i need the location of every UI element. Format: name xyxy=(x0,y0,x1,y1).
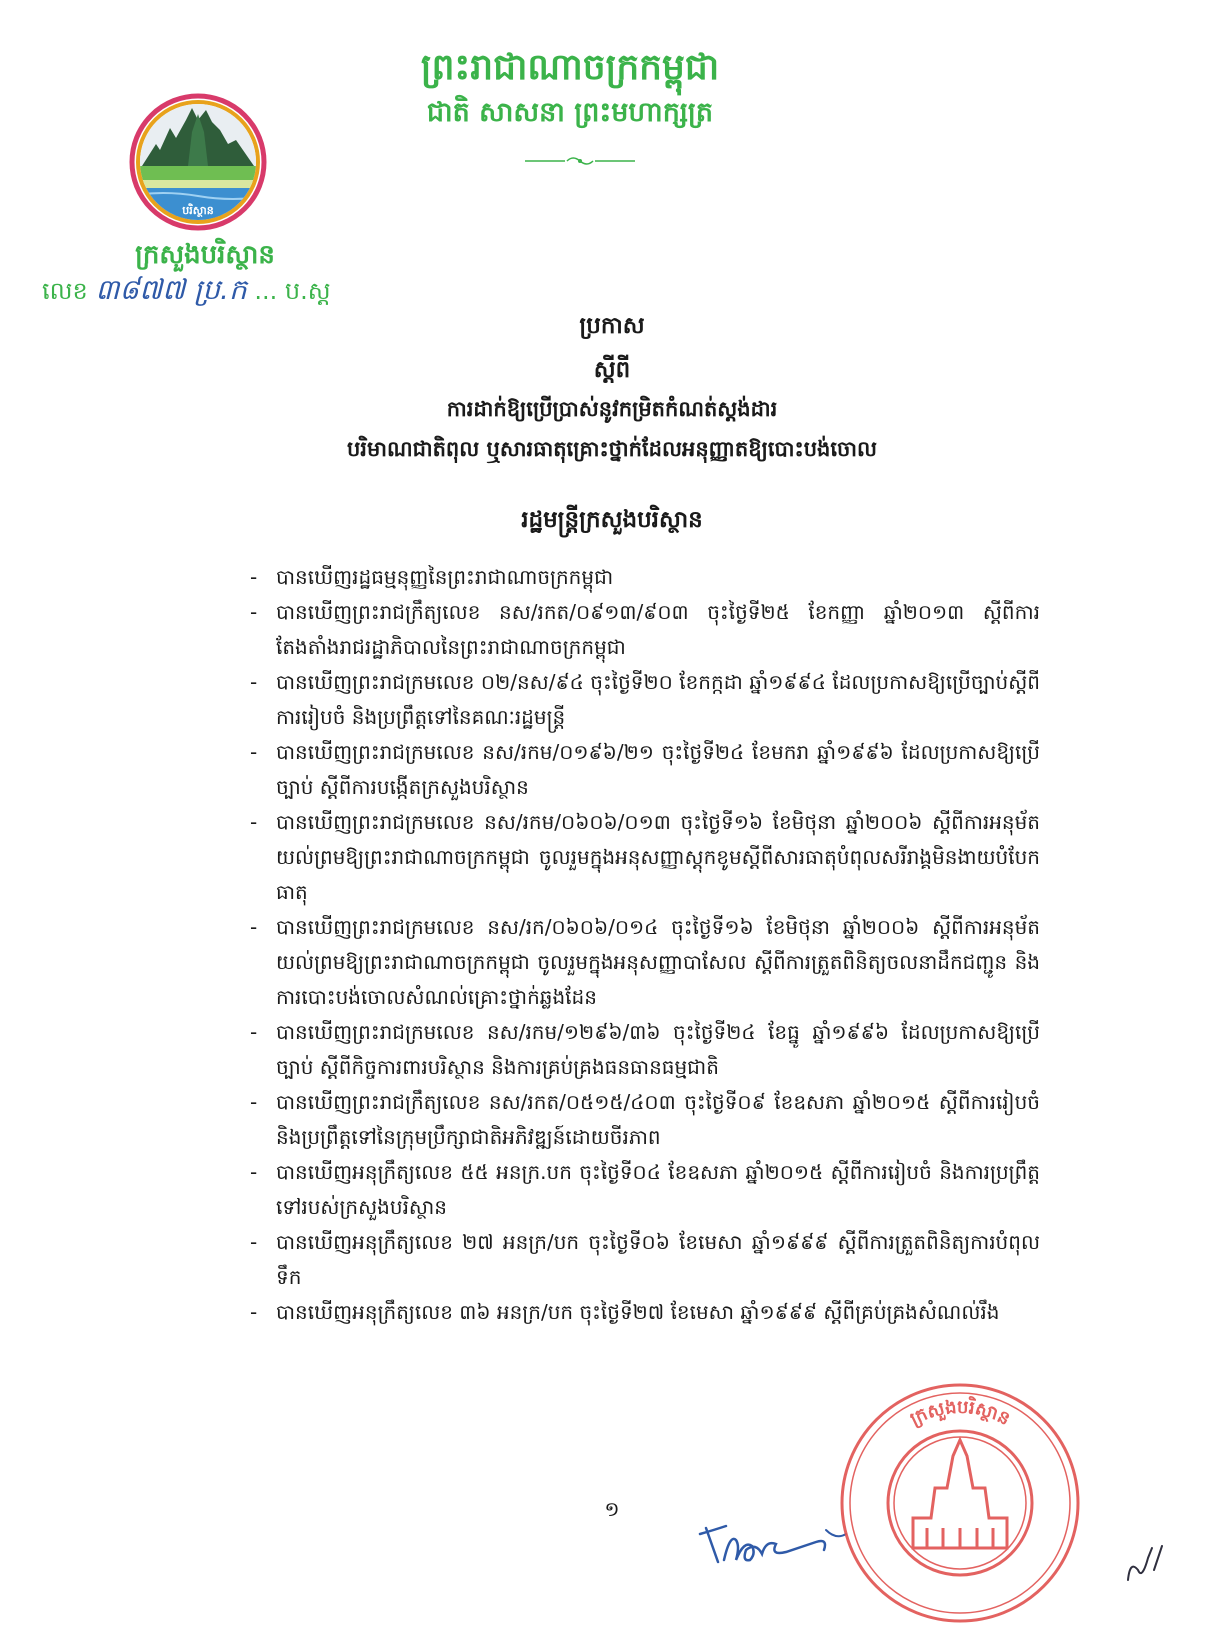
reference-suffix: ប.ស្ត xyxy=(284,277,331,305)
reference-number: ៣៨៧៧ ប្រ.ក xyxy=(95,273,247,306)
reference-item: - បានឃើញរដ្ឋធម្មនុញ្ញនៃព្រះរាជាណាចក្រកម្ពុជា xyxy=(250,560,1040,595)
ministry-name: ក្រសួងបរិស្ថាន xyxy=(135,240,275,270)
reference-prefix: លេខ xyxy=(42,277,88,305)
reference-item: - បានឃើញព្រះរាជក្រឹត្យលេខ នស/រកត/០៩១៣/៩០៣ ចុះថ្ងៃទី២៥ ខែកញ្ញា ឆ្នាំ២០១៣ ស្តីពីការតែងតាំងរាជរដ្ឋាភិបាលនៃព្រះរាជាណាចក្រកម្ពុជា xyxy=(250,595,1040,665)
svg-text:ក្រសួងបរិស្ថាន xyxy=(907,1395,1014,1430)
reference-item: - បានឃើញអនុក្រឹត្យលេខ ៥៥ អនក្រ.បក ចុះថ្ងៃទី០៤ ខែឧសភា ឆ្នាំ២០១៥ ស្តីពីការរៀបចំ និងការប្រព្រឹត្តទៅរបស់ក្រសួងបរិស្ថាន xyxy=(250,1155,1040,1225)
official-seal-icon xyxy=(835,1378,1085,1628)
margin-mark-icon xyxy=(1118,1540,1168,1584)
reference-item: - បានឃើញព្រះរាជក្រមលេខ នស/រកម/០១៩៦/២១ ចុះថ្ងៃទី២៤ ខែមករា ឆ្នាំ១៩៩៦ ដែលប្រកាសឱ្យប្រើច្បាប់ ស្តីពីការបង្កើតក្រសួងបរិស្ថាន xyxy=(250,735,1040,805)
reference-number-line: លេខ ៣៨៧៧ ប្រ.ក ... ប.ស្ត xyxy=(42,273,331,306)
reference-item: - បានឃើញព្រះរាជក្រឹត្យលេខ នស/រកត/០៥១៥/៤០៣ ចុះថ្ងៃទី០៩ ខែឧសភា ឆ្នាំ២០១៥ ស្តីពីការរៀបចំ និងប្រព្រឹត្តទៅនៃក្រុមប្រឹក្សាជាតិអភិវឌ្ឍន៍ដោយចីរភាព xyxy=(250,1085,1040,1155)
handwritten-signature-icon xyxy=(696,1510,856,1570)
reference-item: - បានឃើញអនុក្រឹត្យលេខ ៣៦ អនក្រ/បក ចុះថ្ងៃទី២៧ ខែមេសា ឆ្នាំ១៩៩៩ ស្តីពីគ្រប់គ្រងសំណល់រឹង xyxy=(250,1295,1040,1330)
national-motto: ជាតិ សាសនា ព្រះមហាក្សត្រ xyxy=(426,97,714,128)
reference-item: - បានឃើញអនុក្រឹត្យលេខ ២៧ អនក្រ/បក ចុះថ្ងៃទី០៦ ខែមេសា ឆ្នាំ១៩៩៩ ស្តីពីការត្រួតពិនិត្យការបំពុលទឹក xyxy=(250,1225,1040,1295)
document-subject-line-1: ការដាក់ឱ្យប្រើប្រាស់នូវកម្រិតកំណត់ស្តង់ដារ xyxy=(446,397,778,421)
kingdom-title: ព្រះរាជាណាចក្រកម្ពុជា xyxy=(420,47,720,88)
ornament-divider-icon xyxy=(525,155,635,167)
references-list xyxy=(250,560,1040,1330)
logo-text: បរិស្ថាន xyxy=(182,204,214,217)
document-type: ប្រកាស xyxy=(579,313,645,339)
reference-item: - បានឃើញព្រះរាជក្រមលេខ ០២/នស/៩៤ ចុះថ្ងៃទី២០ ខែកក្កដា ឆ្នាំ១៩៩៤ ដែលប្រកាសឱ្យប្រើច្បាប់ស្តីពីការរៀបចំ និងប្រព្រឹត្តទៅនៃគណៈរដ្ឋមន្ត្រី xyxy=(250,665,1040,735)
reference-item: - បានឃើញព្រះរាជក្រមលេខ នស/រកម/០៦០៦/០១៣ ចុះថ្ងៃទី១៦ ខែមិថុនា ឆ្នាំ២០០៦ ស្តីពីការអនុម័តយល់ព្រមឱ្យព្រះរាជាណាចក្រកម្ពុជា ចូលរួមក្នុងអនុសញ្ញាស្តុកខូមស្តីពីសារធាតុបំពុលសរីរាង្គមិនងាយបំបែកធាតុ xyxy=(250,805,1040,910)
reference-item: - បានឃើញព្រះរាជក្រមលេខ នស/រកម/១២៩៦/៣៦ ចុះថ្ងៃទី២៤ ខែធ្នូ ឆ្នាំ១៩៩៦ ដែលប្រកាសឱ្យប្រើច្បាប់ ស្តីពីកិច្ចការពារបរិស្ថាន និងការគ្រប់គ្រងធនធានធម្មជាតិ xyxy=(250,1015,1040,1085)
page-number: ១ xyxy=(604,1497,620,1521)
document-about: ស្តីពី xyxy=(593,357,631,383)
seal-text: ក្រសួងបរិស្ថាន xyxy=(906,1396,1014,1430)
ministry-of-environment-logo-icon xyxy=(128,92,268,232)
document-subject-line-2: បរិមាណជាតិពុល ឬសារធាតុគ្រោះថ្នាក់ដែលអនុញ្ញាតឱ្យបោះបង់ចោល xyxy=(346,437,878,461)
reference-item: - បានឃើញព្រះរាជក្រមលេខ នស/រក/០៦០៦/០១៤ ចុះថ្ងៃទី១៦ ខែមិថុនា ឆ្នាំ២០០៦ ស្តីពីការអនុម័តយល់ព្រមឱ្យព្រះរាជាណាចក្រកម្ពុជា ចូលរួមក្នុងអនុសញ្ញាបាសែល ស្តីពីការត្រួតពិនិត្យចលនាដឹកជញ្ជូន និងការបោះបង់ចោលសំណល់គ្រោះថ្នាក់ឆ្លងដែន xyxy=(250,910,1040,1015)
issuer-title: រដ្ឋមន្ត្រីក្រសួងបរិស្ថាន xyxy=(521,507,703,533)
